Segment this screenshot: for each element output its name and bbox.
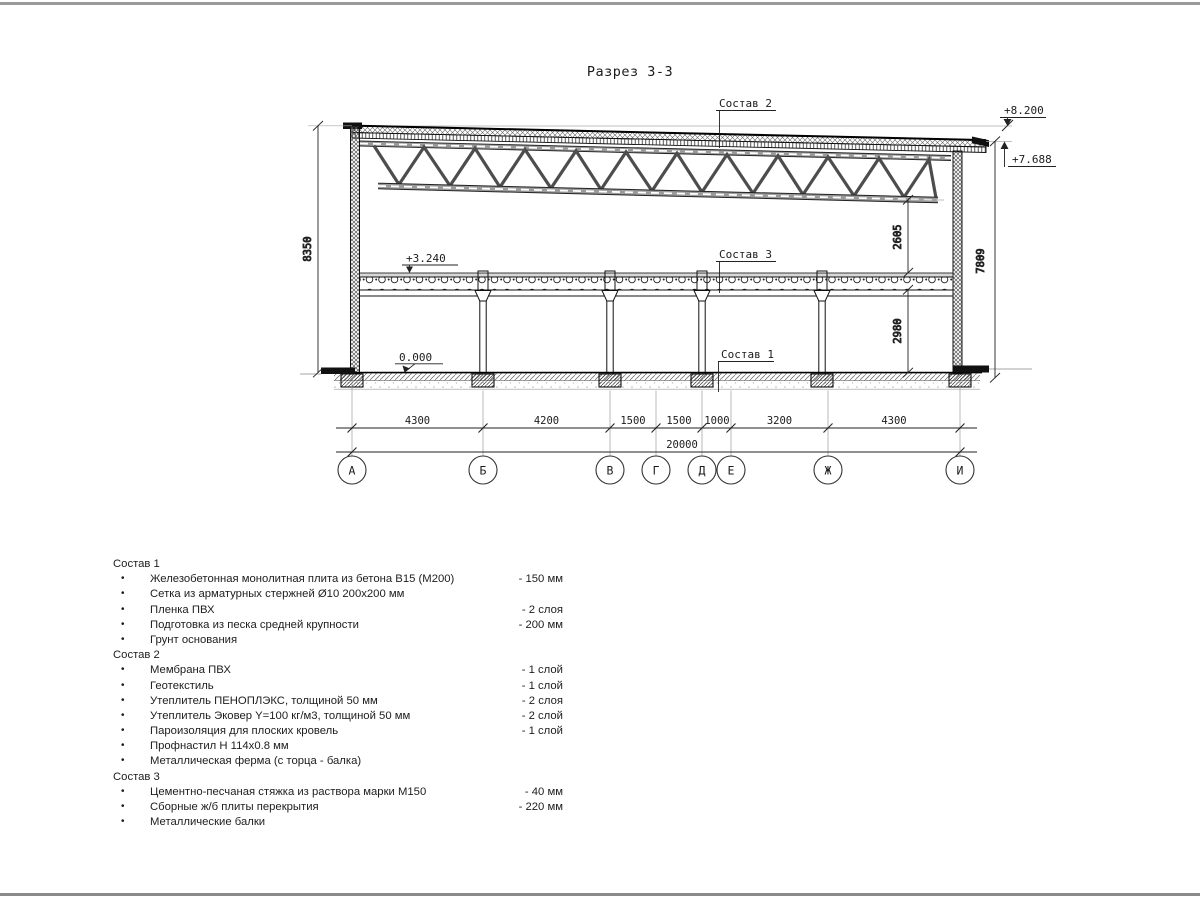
svg-text:+8.200: +8.200 — [1004, 104, 1044, 117]
left-wall — [351, 126, 360, 373]
svg-text:Д: Д — [698, 463, 706, 478]
left-plinth — [321, 368, 355, 375]
legend-item: • Сборные ж/б плиты перекрытия - 220 мм — [121, 801, 563, 813]
dim-segment: 1500 — [666, 415, 692, 427]
floor-slab — [360, 273, 954, 296]
roof-truss — [360, 141, 951, 203]
svg-text:2605: 2605 — [892, 224, 904, 250]
right-wall — [953, 151, 962, 373]
svg-text:И: И — [956, 463, 964, 478]
axis-bubble — [688, 456, 716, 484]
bullet-icon: • — [121, 618, 125, 630]
axis-bubble — [814, 456, 842, 484]
bullet-icon: • — [121, 633, 125, 645]
bullet-icon: • — [121, 709, 125, 721]
bullet-icon: • — [121, 801, 125, 812]
legend-section-title: Состав 2 — [113, 649, 160, 662]
drawing-title: Разрез 3-3 — [586, 64, 674, 80]
dim-segment: 3200 — [766, 415, 793, 427]
dim-segment: 1500 — [620, 415, 646, 427]
svg-text:Г: Г — [652, 463, 660, 478]
svg-text:2980: 2980 — [892, 318, 904, 344]
bullet-icon: • — [121, 679, 125, 691]
bullet-icon: • — [121, 755, 125, 767]
elevation-7688 — [986, 142, 1056, 168]
axis-bubble — [338, 456, 366, 484]
legend-item: • Пленка ПВХ - 2 слоя — [121, 603, 563, 616]
axis-bubbles — [338, 456, 974, 484]
legend-section-title: Состав 1 — [113, 558, 160, 570]
svg-text:8350: 8350 — [302, 236, 314, 262]
legend-item: • Мембрана ПВХ - 1 слой — [121, 664, 563, 677]
dim-7809 — [975, 137, 1000, 383]
legend-item: • Металлические балки — [121, 816, 266, 829]
bullet-icon: • — [121, 816, 125, 828]
dim-segment: 4300 — [404, 415, 431, 427]
bullet-icon: • — [121, 603, 125, 615]
svg-text:Б: Б — [479, 463, 487, 478]
axis-bubble — [642, 456, 670, 484]
elevation-8200 — [1000, 104, 1046, 131]
svg-text:Состав 2: Состав 2 — [719, 97, 772, 110]
svg-text:7809: 7809 — [975, 248, 987, 274]
svg-text:Состав 3: Состав 3 — [719, 248, 772, 261]
bullet-icon: • — [121, 740, 125, 752]
svg-text:Ж: Ж — [824, 463, 832, 478]
legend-item: • Пароизоляция для плоских кровель - 1 слой — [121, 725, 563, 738]
legend-item: • Подготовка из песка средней крупности - 200 мм — [121, 618, 563, 631]
dim-2980 — [892, 285, 913, 377]
ground-floor — [300, 366, 1032, 390]
axis-extension-lines — [352, 381, 960, 456]
bullet-icon: • — [121, 588, 125, 600]
legend-item: • Грунт основания — [121, 633, 238, 646]
bullet-icon: • — [121, 725, 125, 737]
elevation-3240 — [402, 252, 458, 273]
legend-item: • Геотекстиль - 1 слой — [121, 679, 563, 692]
legend-item: • Железобетонная монолитная плита из бетона В15 (М200) - 150 мм — [121, 573, 563, 586]
axis-bubble — [469, 456, 497, 484]
dim-2605 — [892, 195, 944, 278]
material-legend — [113, 557, 563, 830]
sand-layer — [334, 381, 980, 389]
legend-item: • Сетка из арматурных стержней Ø10 200x200 мм — [121, 588, 405, 601]
axis-bubble — [946, 456, 974, 484]
sheet-bottom-border — [0, 893, 1200, 896]
dim-8350 — [302, 121, 352, 377]
svg-text:0.000: 0.000 — [399, 351, 433, 364]
dim-segment: 4300 — [881, 415, 907, 427]
svg-text:Е: Е — [727, 463, 735, 478]
legend-section-title: Состав 3 — [113, 770, 160, 783]
dim-segment: 1000 — [704, 415, 730, 427]
svg-text:Состав 1: Состав 1 — [721, 348, 774, 361]
legend-item: • Профнастил Н 114x0.8 мм — [121, 740, 289, 753]
svg-text:+7.688: +7.688 — [1012, 153, 1052, 166]
bullet-icon: • — [121, 573, 125, 585]
axis-bubble — [596, 456, 624, 484]
svg-text:+3.240: +3.240 — [406, 252, 446, 265]
svg-text:В: В — [606, 463, 614, 478]
legend-item: • Металлическая ферма (с торца - балка) — [121, 755, 362, 768]
axis-bubble — [717, 456, 745, 484]
legend-item: • Утеплитель Эковер Y=100 кг/м3, толщиной 50 мм - 2 слой — [121, 709, 563, 722]
dim-segment: 4200 — [533, 415, 560, 427]
bullet-icon: • — [121, 785, 125, 797]
right-plinth — [953, 366, 989, 373]
svg-text:А: А — [348, 463, 356, 478]
dimension-chain — [336, 415, 977, 457]
dim-total: 20000 — [666, 439, 698, 451]
bullet-icon: • — [121, 694, 125, 706]
legend-item: • Утеплитель ПЕНОПЛЭКС, толщиной 50 мм - 2 слоя — [121, 694, 563, 707]
bullet-icon: • — [121, 664, 125, 676]
elevation-0000 — [395, 351, 443, 373]
legend-item: • Цементно-песчаная стяжка из раствора марки М150 - 40 мм — [121, 785, 563, 798]
